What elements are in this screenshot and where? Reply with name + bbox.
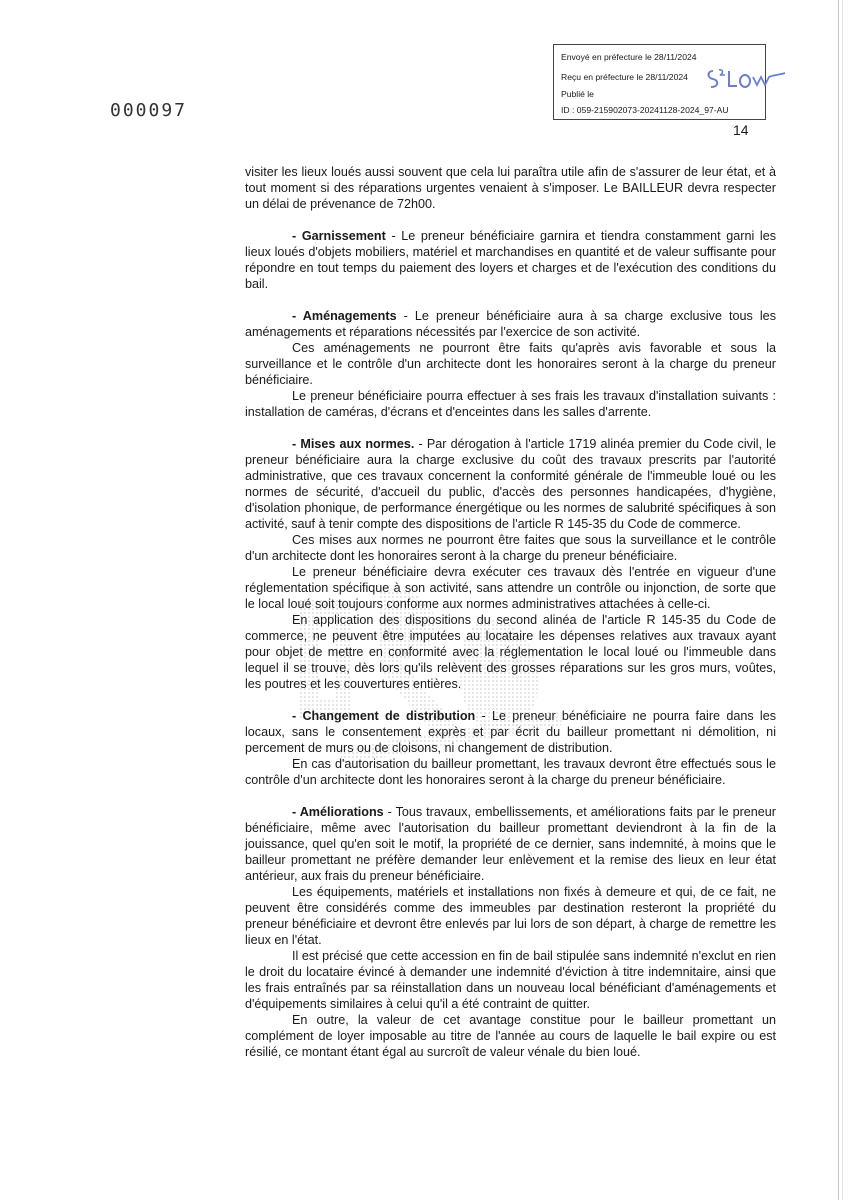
paragraph-text: - Par dérogation à l'article 1719 alinéa premier du Code civil, le preneur bénéficiaire aura la charge exclusive du coût des travaux prescrits par l'autorité administrative, que ces travaux concernent la conformité générale de l'immeuble loué ou les normes de sécurité, d'accueil du public, d'accès des personnes handicapées, d'hygiène, d'isolation phonique, de performance énergétique ou les normes de salubrité spécifiques à son activité, sauf à tenir compte des dispositions de l'article R 145-35 du Code de commerce. bbox=[245, 437, 776, 531]
paragraph bbox=[245, 884, 776, 948]
paragraph-text: En outre, la valeur de cet avantage constitue pour le bailleur promettant un complément de loyer imposable au titre de l'année au cours de laquelle le bail expire ou est résilié, ce montant étant égal au surcroît de valeur vénale du bien loué. bbox=[245, 1013, 776, 1059]
paragraph bbox=[245, 756, 776, 788]
stamp-id: ID : 059-215902073-20241128-2024_97-AU bbox=[561, 105, 729, 115]
paragraph bbox=[245, 1012, 776, 1060]
paragraph-text: visiter les lieux loués aussi souvent que cela lui paraîtra utile afin de s'assurer de leur état, et à tout moment si des réparations urgentes venaient à s'imposer. Le BAILLEUR devra respecter un délai de prévenance de 72h00. bbox=[245, 165, 776, 211]
stamp-published: Publié le bbox=[561, 89, 594, 99]
document-number: 000097 bbox=[110, 100, 188, 121]
paragraph-text: - Tous travaux, embellissements, et améliorations faits par le preneur bénéficiaire, même avec l'autorisation du bailleur promettant deviendront à la fin de la jouissance, quel qu'en soit le motif, la propriété de ce dernier, sans indemnité, à moins que le bailleur promettant ne préfère demander leur enlèvement et la remise des lieux en leur état antérieur, aux frais du preneur bénéficiaire. bbox=[245, 805, 776, 883]
page-number: 14 bbox=[733, 122, 749, 138]
scan-edge-line bbox=[842, 0, 843, 1200]
paragraph-text: - Le preneur bénéficiaire aura à sa charge exclusive tous les aménagements et réparations nécessités par l'exercice de son activité. bbox=[245, 309, 776, 339]
section-heading-garnissement: - Garnissement bbox=[292, 229, 386, 243]
paragraph-text: Le preneur bénéficiaire pourra effectuer à ses frais les travaux d'installation suivants : installation de caméras, d'écrans et d'enceintes dans les salles d'arrente. bbox=[245, 389, 776, 419]
paragraph bbox=[245, 804, 776, 884]
section-heading-mises-aux-normes: - Mises aux normes. bbox=[292, 437, 415, 451]
paragraph bbox=[245, 948, 776, 1012]
paragraph bbox=[245, 564, 776, 612]
paragraph bbox=[245, 436, 776, 532]
paragraph-text: En application des dispositions du second alinéa de l'article R 145-35 du Code de commerce, ne peuvent être imputées au locataire les dépenses relatives aux travaux ayant pour objet de mettre en conformité avec la réglementation le local loué ou l'immeuble dans lequel il se trouve, dès lors qu'ils relèvent des grosses réparations sur les gros murs, voûtes, les poutres et les couvertures entières. bbox=[245, 613, 776, 691]
paragraph-text: - Le preneur bénéficiaire garnira et tiendra constamment garni les lieux loués d'objets mobiliers, matériel et marchandises en quantité et de valeur suffisante pour répondre en tout temps du paiement des loyers et charges et de l'exécution des conditions du bail. bbox=[245, 229, 776, 291]
section-heading-ameliorations: - Améliorations bbox=[292, 805, 384, 819]
paragraph-text: En cas d'autorisation du bailleur promettant, les travaux devront être effectués sous le contrôle d'un architecte dont les honoraires seront à la charge du preneur bénéficiaire. bbox=[245, 757, 776, 787]
paragraph bbox=[245, 532, 776, 564]
paragraph-text: Ces aménagements ne pourront être faits qu'après avis favorable et sous la surveillance et le contrôle d'un architecte dont les honoraires seront à la charge du preneur bénéficiaire. bbox=[245, 341, 776, 387]
document-body bbox=[245, 164, 776, 1060]
paragraph-text: - Le preneur bénéficiaire ne pourra faire dans les locaux, sans le consentement exprès et par écrit du bailleur promettant ni démolition, ni percement de murs ou de cloisons, ni changement de distribution. bbox=[245, 709, 776, 755]
paragraph-text: Ces mises aux normes ne pourront être faites que sous la surveillance et le contrôle d'un architecte dont les honoraires seront à la charge du preneur bénéficiaire. bbox=[245, 533, 776, 563]
paragraph bbox=[245, 164, 776, 212]
paragraph bbox=[245, 388, 776, 420]
paragraph bbox=[245, 228, 776, 292]
section-heading-changement-distribution: - Changement de distribution bbox=[292, 709, 476, 723]
section-heading-amenagements: - Aménagements bbox=[292, 309, 397, 323]
paragraph-text: Il est précisé que cette accession en fin de bail stipulée sans indemnité n'exclut en rien le droit du locataire évincé à demander une indemnité d'éviction à titre indemnitaire, ainsi que les frais entraînés par sa réinstallation dans un nouveau local bénéficiant d'aménagements et d'équipements similaires à celui qu'il a été contraint de quitter. bbox=[245, 949, 776, 1011]
paragraph-text: Les équipements, matériels et installations non fixés à demeure et qui, de ce fait, ne peuvent être considérés comme des immeubles par destination resteront la propriété du preneur bénéficiaire et devront être enlevés par lui lors de son départ, à charge de remettre les lieux en l'état. bbox=[245, 885, 776, 947]
paragraph bbox=[245, 340, 776, 388]
stamp-sent-date: Envoyé en préfecture le 28/11/2024 bbox=[561, 52, 697, 62]
stamp-received-date: Reçu en préfecture le 28/11/2024 bbox=[561, 72, 688, 82]
scan-edge-line bbox=[838, 0, 839, 1200]
paragraph bbox=[245, 708, 776, 756]
handwritten-signature bbox=[705, 65, 787, 93]
paragraph bbox=[245, 612, 776, 692]
paragraph-text: Le preneur bénéficiaire devra exécuter ces travaux dès l'entrée en vigueur d'une réglementation spécifique à son activité, sans attendre un contrôle ou injonction, de sorte que le local loué soit toujours conforme aux normes administratives attachées à celle-ci. bbox=[245, 565, 776, 611]
paragraph bbox=[245, 308, 776, 340]
